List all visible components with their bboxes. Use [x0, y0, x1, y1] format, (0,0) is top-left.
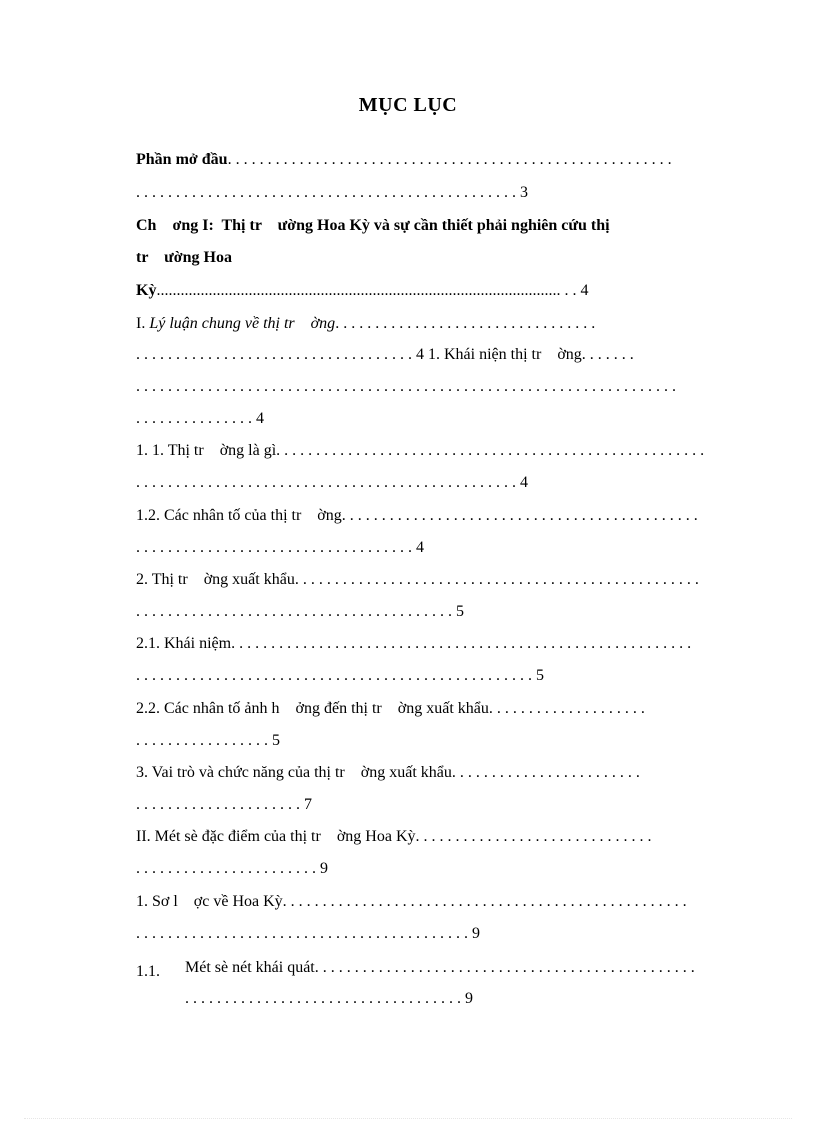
toc-line: . . . . . . . . . . . . . . . . . . . . . . . . . . . . . . . . . . . . . . . . . . . . . . . . 4 [136, 474, 528, 491]
toc-line: . . . . . . . . . . . . . . . . . . . . . . . . . . . . . . . . . . . . . . . . . . . . . . . . . . 5 [136, 667, 544, 684]
toc-line: . . . . . . . . . . . . . . . . . . . . . . . . . . . . . . . . . . . . . . . . . . . . . . . . . . . . . . . . . . . . . . . . . . . . [136, 378, 676, 395]
toc-line: 1. 1. Thị tr ờng là gì. . . . . . . . . . . . . . . . . . . . . . . . . . . . . . . . . . . . . . . . . . . . . . . . . . . . . . [136, 442, 705, 459]
toc-line: 2.2. Các nhân tố ảnh h ởng đến thị tr ờng xuất khẩu. . . . . . . . . . . . . . . . . . . . [136, 700, 645, 717]
toc-line: 2. Thị tr ờng xuất khẩu. . . . . . . . . . . . . . . . . . . . . . . . . . . . . . . . . . . . . . . . . . . . . . . . . . . [136, 571, 699, 588]
toc-line: . . . . . . . . . . . . . . . . . . . . . . . . . . . . . . . . . . . 4 [136, 539, 424, 556]
page-title: MỤC LỤC [358, 94, 458, 116]
toc-line: 2.1. Khái niệm. . . . . . . . . . . . . . . . . . . . . . . . . . . . . . . . . . . . . . . . . . . . . . . . . . . . . . . . . . [136, 635, 692, 652]
list-number: 1.1. [136, 963, 160, 980]
toc-entry-text: Phần mở đầu [136, 151, 228, 168]
toc-line [136, 314, 595, 334]
toc-chapter-heading: tr ường Hoa [136, 249, 232, 266]
toc-line [136, 150, 672, 170]
toc-line: Mét sè nét khái quát. . . . . . . . . . . . . . . . . . . . . . . . . . . . . . . . . . . . . . . . . . . . . . . . [185, 959, 695, 976]
toc-leader: . . . . . . . . . . . . . . . . . . . . . . . . . . . . . . . . . . . . . . . . . . . . . . . . . . . . . . . . [227, 151, 672, 168]
toc-line: . . . . . . . . . . . . . . . 4 [136, 410, 264, 427]
toc-line: . . . . . . . . . . . . . . . . . . . . . . . 9 [136, 860, 328, 877]
toc-line: . . . . . . . . . . . . . . . . . . . . . . . . . . . . . . . . . . . 9 [185, 990, 473, 1007]
toc-line: 1.2. Các nhân tố của thị tr ờng. . . . . . . . . . . . . . . . . . . . . . . . . . . . . . . . . . . . . . . . . . . . . [136, 507, 698, 524]
toc-line: . . . . . . . . . . . . . . . . . 5 [136, 732, 280, 749]
toc-chapter-heading: Ch ơng I: Thị tr ường Hoa Kỳ và sự cần thiết phải nghiên cứu thị [136, 217, 610, 234]
toc-entry-text: Kỳ [136, 282, 157, 299]
toc-line: . . . . . . . . . . . . . . . . . . . . . . . . . . . . . . . . . . . . . . . . . . 9 [136, 925, 480, 942]
toc-leader: . . . . . . . . . . . . . . . . . . . . . . . . . . . . . . . . . [335, 315, 596, 332]
toc-entry-text: Lý luận chung về thị tr ờng [149, 315, 336, 332]
toc-line: . . . . . . . . . . . . . . . . . . . . . . . . . . . . . . . . . . . . . . . . 5 [136, 603, 464, 620]
toc-line: . . . . . . . . . . . . . . . . . . . . . 7 [136, 796, 312, 813]
toc-leader: ..................................................................................................... . . 4 [156, 282, 589, 299]
toc-line: II. Mét sè đặc điểm của thị tr ờng Hoa Kỳ. . . . . . . . . . . . . . . . . . . . . . . . . . . . . . [136, 828, 652, 845]
toc-line [136, 281, 588, 301]
toc-line: . . . . . . . . . . . . . . . . . . . . . . . . . . . . . . . . . . . . . . . . . . . . . . . . 3 [136, 184, 528, 201]
toc-line: . . . . . . . . . . . . . . . . . . . . . . . . . . . . . . . . . . . 4 1. Khái niện thị tr ờng. . . . . . . [136, 346, 634, 363]
toc-line: 1. Sơ l ợc về Hoa Kỳ. . . . . . . . . . . . . . . . . . . . . . . . . . . . . . . . . . . . . . . . . . . . . . . . . . . [136, 893, 687, 910]
toc-entry-number: I. [136, 315, 150, 332]
page-bottom-divider [24, 1118, 792, 1119]
toc-line: 3. Vai trò và chức năng của thị tr ờng xuất khẩu. . . . . . . . . . . . . . . . . . . . . . . . [136, 764, 640, 781]
